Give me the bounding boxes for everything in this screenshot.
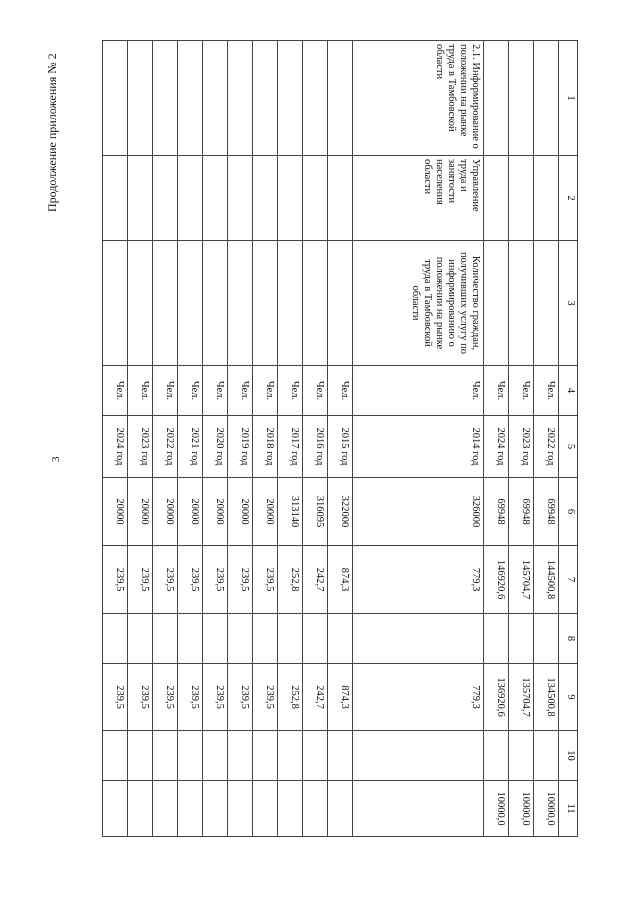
value-col6: 326000 xyxy=(353,478,484,546)
col-header-7: 7 xyxy=(559,546,578,614)
value-col9: 239,5 xyxy=(128,664,153,731)
value-col7: 145704,7 xyxy=(509,546,534,614)
value-col10 xyxy=(153,731,178,781)
value-col7: 239,5 xyxy=(203,546,228,614)
value-col10 xyxy=(353,731,484,781)
value-col6: 69948 xyxy=(534,478,559,546)
value-col8 xyxy=(103,614,128,664)
value-col9: 239,5 xyxy=(228,664,253,731)
empty-cell xyxy=(153,156,178,241)
empty-cell xyxy=(203,156,228,241)
value-col11: 10000,0 xyxy=(509,781,534,837)
value-col6: 20000 xyxy=(178,478,203,546)
empty-cell xyxy=(253,156,278,241)
value-col9: 239,5 xyxy=(178,664,203,731)
year-cell: 2015 год xyxy=(328,416,353,478)
empty-cell xyxy=(178,41,203,156)
value-col10 xyxy=(509,731,534,781)
value-col10 xyxy=(534,731,559,781)
value-col9: 239,5 xyxy=(253,664,278,731)
col-header-1: 1 xyxy=(559,41,578,156)
empty-cell xyxy=(128,156,153,241)
table-row xyxy=(484,41,509,837)
value-col8 xyxy=(203,614,228,664)
value-col8 xyxy=(153,614,178,664)
value-col8 xyxy=(178,614,203,664)
page-number: 3 xyxy=(50,456,62,462)
empty-cell xyxy=(153,41,178,156)
unit-cell: Чел. xyxy=(353,366,484,416)
col-header-8: 8 xyxy=(559,614,578,664)
year-cell: 2021 год xyxy=(178,416,203,478)
table-row xyxy=(178,41,203,837)
column-number-row xyxy=(559,41,578,837)
value-col6: 69948 xyxy=(484,478,509,546)
value-col6: 313140 xyxy=(278,478,303,546)
unit-cell: Чел. xyxy=(278,366,303,416)
value-col11 xyxy=(328,781,353,837)
indicator-cell: Количество граждан, получивших услугу по информированию о положении на рынке труда в Тамбовской области xyxy=(353,241,484,366)
unit-cell: Чел. xyxy=(178,366,203,416)
value-col9: 135704,7 xyxy=(509,664,534,731)
value-col6: 20000 xyxy=(128,478,153,546)
empty-cell xyxy=(303,41,328,156)
table-row xyxy=(128,41,153,837)
table-row xyxy=(278,41,303,837)
value-col10 xyxy=(278,731,303,781)
value-col7: 239,5 xyxy=(153,546,178,614)
table-row xyxy=(103,41,128,837)
value-col8 xyxy=(228,614,253,664)
empty-cell xyxy=(278,156,303,241)
unit-cell: Чел. xyxy=(203,366,228,416)
value-col7: 239,5 xyxy=(228,546,253,614)
unit-cell: Чел. xyxy=(228,366,253,416)
empty-cell xyxy=(303,241,328,366)
value-col9: 239,5 xyxy=(103,664,128,731)
value-col11 xyxy=(303,781,328,837)
executor-cell: Управление труда и занятости населения области xyxy=(353,156,484,241)
value-col8 xyxy=(328,614,353,664)
table-row xyxy=(203,41,228,837)
value-col6: 20000 xyxy=(153,478,178,546)
value-col9: 134500,8 xyxy=(534,664,559,731)
empty-cell xyxy=(509,156,534,241)
value-col7: 239,5 xyxy=(253,546,278,614)
empty-cell xyxy=(153,241,178,366)
value-col7: 239,5 xyxy=(178,546,203,614)
empty-cell xyxy=(534,241,559,366)
value-col8 xyxy=(278,614,303,664)
value-col10 xyxy=(303,731,328,781)
value-col8 xyxy=(303,614,328,664)
empty-cell xyxy=(228,241,253,366)
year-cell: 2014 год xyxy=(353,416,484,478)
unit-cell: Чел. xyxy=(153,366,178,416)
empty-cell xyxy=(253,41,278,156)
empty-cell xyxy=(328,156,353,241)
table-row xyxy=(303,41,328,837)
year-cell: 2016 год xyxy=(303,416,328,478)
year-cell: 2023 год xyxy=(128,416,153,478)
col-header-2: 2 xyxy=(559,156,578,241)
table-row xyxy=(228,41,253,837)
value-col9: 874,3 xyxy=(328,664,353,731)
value-col6: 20000 xyxy=(253,478,278,546)
col-header-5: 5 xyxy=(559,416,578,478)
empty-cell xyxy=(328,41,353,156)
value-col8 xyxy=(253,614,278,664)
value-col11 xyxy=(253,781,278,837)
empty-cell xyxy=(509,41,534,156)
empty-cell xyxy=(534,41,559,156)
value-col8 xyxy=(353,614,484,664)
year-cell: 2018 год xyxy=(253,416,278,478)
value-col11 xyxy=(278,781,303,837)
value-col7: 874,3 xyxy=(328,546,353,614)
value-col7: 239,5 xyxy=(103,546,128,614)
empty-cell xyxy=(178,241,203,366)
value-col7: 779,3 xyxy=(353,546,484,614)
value-col7: 146920,6 xyxy=(484,546,509,614)
col-header-4: 4 xyxy=(559,366,578,416)
empty-cell xyxy=(203,241,228,366)
value-col10 xyxy=(178,731,203,781)
value-col11 xyxy=(178,781,203,837)
col-header-10: 10 xyxy=(559,731,578,781)
continuation-label: Продолжение приложения № 2 xyxy=(45,53,59,212)
empty-cell xyxy=(484,41,509,156)
value-col9: 239,5 xyxy=(153,664,178,731)
value-col11 xyxy=(153,781,178,837)
value-col8 xyxy=(534,614,559,664)
value-col11 xyxy=(228,781,253,837)
empty-cell xyxy=(228,156,253,241)
empty-cell xyxy=(128,241,153,366)
value-col8 xyxy=(484,614,509,664)
value-col7: 252,8 xyxy=(278,546,303,614)
year-cell: 2020 год xyxy=(203,416,228,478)
year-cell: 2017 год xyxy=(278,416,303,478)
col-header-6: 6 xyxy=(559,478,578,546)
empty-cell xyxy=(278,241,303,366)
value-col6: 322000 xyxy=(328,478,353,546)
table-row xyxy=(253,41,278,837)
empty-cell xyxy=(178,156,203,241)
unit-cell: Чел. xyxy=(303,366,328,416)
unit-cell: Чел. xyxy=(328,366,353,416)
unit-cell: Чел. xyxy=(534,366,559,416)
unit-cell: Чел. xyxy=(509,366,534,416)
empty-cell xyxy=(203,41,228,156)
empty-cell xyxy=(253,241,278,366)
value-col11 xyxy=(128,781,153,837)
empty-cell xyxy=(128,41,153,156)
unit-cell: Чел. xyxy=(128,366,153,416)
col-header-11: 11 xyxy=(559,781,578,837)
rotated-table-wrapper xyxy=(86,40,578,836)
value-col6: 20000 xyxy=(203,478,228,546)
value-col10 xyxy=(203,731,228,781)
year-cell: 2023 год xyxy=(509,416,534,478)
value-col10 xyxy=(228,731,253,781)
table-row xyxy=(509,41,534,837)
value-col6: 20000 xyxy=(228,478,253,546)
value-col10 xyxy=(328,731,353,781)
value-col9: 242,7 xyxy=(303,664,328,731)
value-col11: 10000,0 xyxy=(534,781,559,837)
event-name-cell: 2.1. Информирование о положении на рынке труда в Тамбовской области xyxy=(353,41,484,156)
value-col9: 779,3 xyxy=(353,664,484,731)
value-col9: 239,5 xyxy=(203,664,228,731)
value-col6: 69948 xyxy=(509,478,534,546)
empty-cell xyxy=(484,241,509,366)
value-col10 xyxy=(484,731,509,781)
empty-cell xyxy=(303,156,328,241)
empty-cell xyxy=(103,41,128,156)
empty-cell xyxy=(103,156,128,241)
value-col6: 20000 xyxy=(103,478,128,546)
table-row xyxy=(353,41,484,837)
empty-cell xyxy=(228,41,253,156)
value-col10 xyxy=(103,731,128,781)
value-col11 xyxy=(203,781,228,837)
empty-cell xyxy=(103,241,128,366)
value-col11 xyxy=(353,781,484,837)
measures-table xyxy=(102,40,578,837)
value-col11: 10000,0 xyxy=(484,781,509,837)
unit-cell: Чел. xyxy=(103,366,128,416)
unit-cell: Чел. xyxy=(484,366,509,416)
empty-cell xyxy=(278,41,303,156)
table-row xyxy=(534,41,559,837)
year-cell: 2024 год xyxy=(103,416,128,478)
empty-cell xyxy=(328,241,353,366)
empty-cell xyxy=(484,156,509,241)
value-col9: 136920,6 xyxy=(484,664,509,731)
year-cell: 2019 год xyxy=(228,416,253,478)
col-header-3: 3 xyxy=(559,241,578,366)
year-cell: 2022 год xyxy=(534,416,559,478)
value-col7: 242,7 xyxy=(303,546,328,614)
value-col7: 144500,8 xyxy=(534,546,559,614)
unit-cell: Чел. xyxy=(253,366,278,416)
empty-cell xyxy=(534,156,559,241)
year-cell: 2024 год xyxy=(484,416,509,478)
value-col8 xyxy=(509,614,534,664)
value-col10 xyxy=(128,731,153,781)
value-col11 xyxy=(103,781,128,837)
col-header-9: 9 xyxy=(559,664,578,731)
table-row xyxy=(153,41,178,837)
value-col7: 239,5 xyxy=(128,546,153,614)
table-row xyxy=(328,41,353,837)
empty-cell xyxy=(509,241,534,366)
value-col9: 252,8 xyxy=(278,664,303,731)
value-col6: 316095 xyxy=(303,478,328,546)
value-col10 xyxy=(253,731,278,781)
year-cell: 2022 год xyxy=(153,416,178,478)
value-col8 xyxy=(128,614,153,664)
